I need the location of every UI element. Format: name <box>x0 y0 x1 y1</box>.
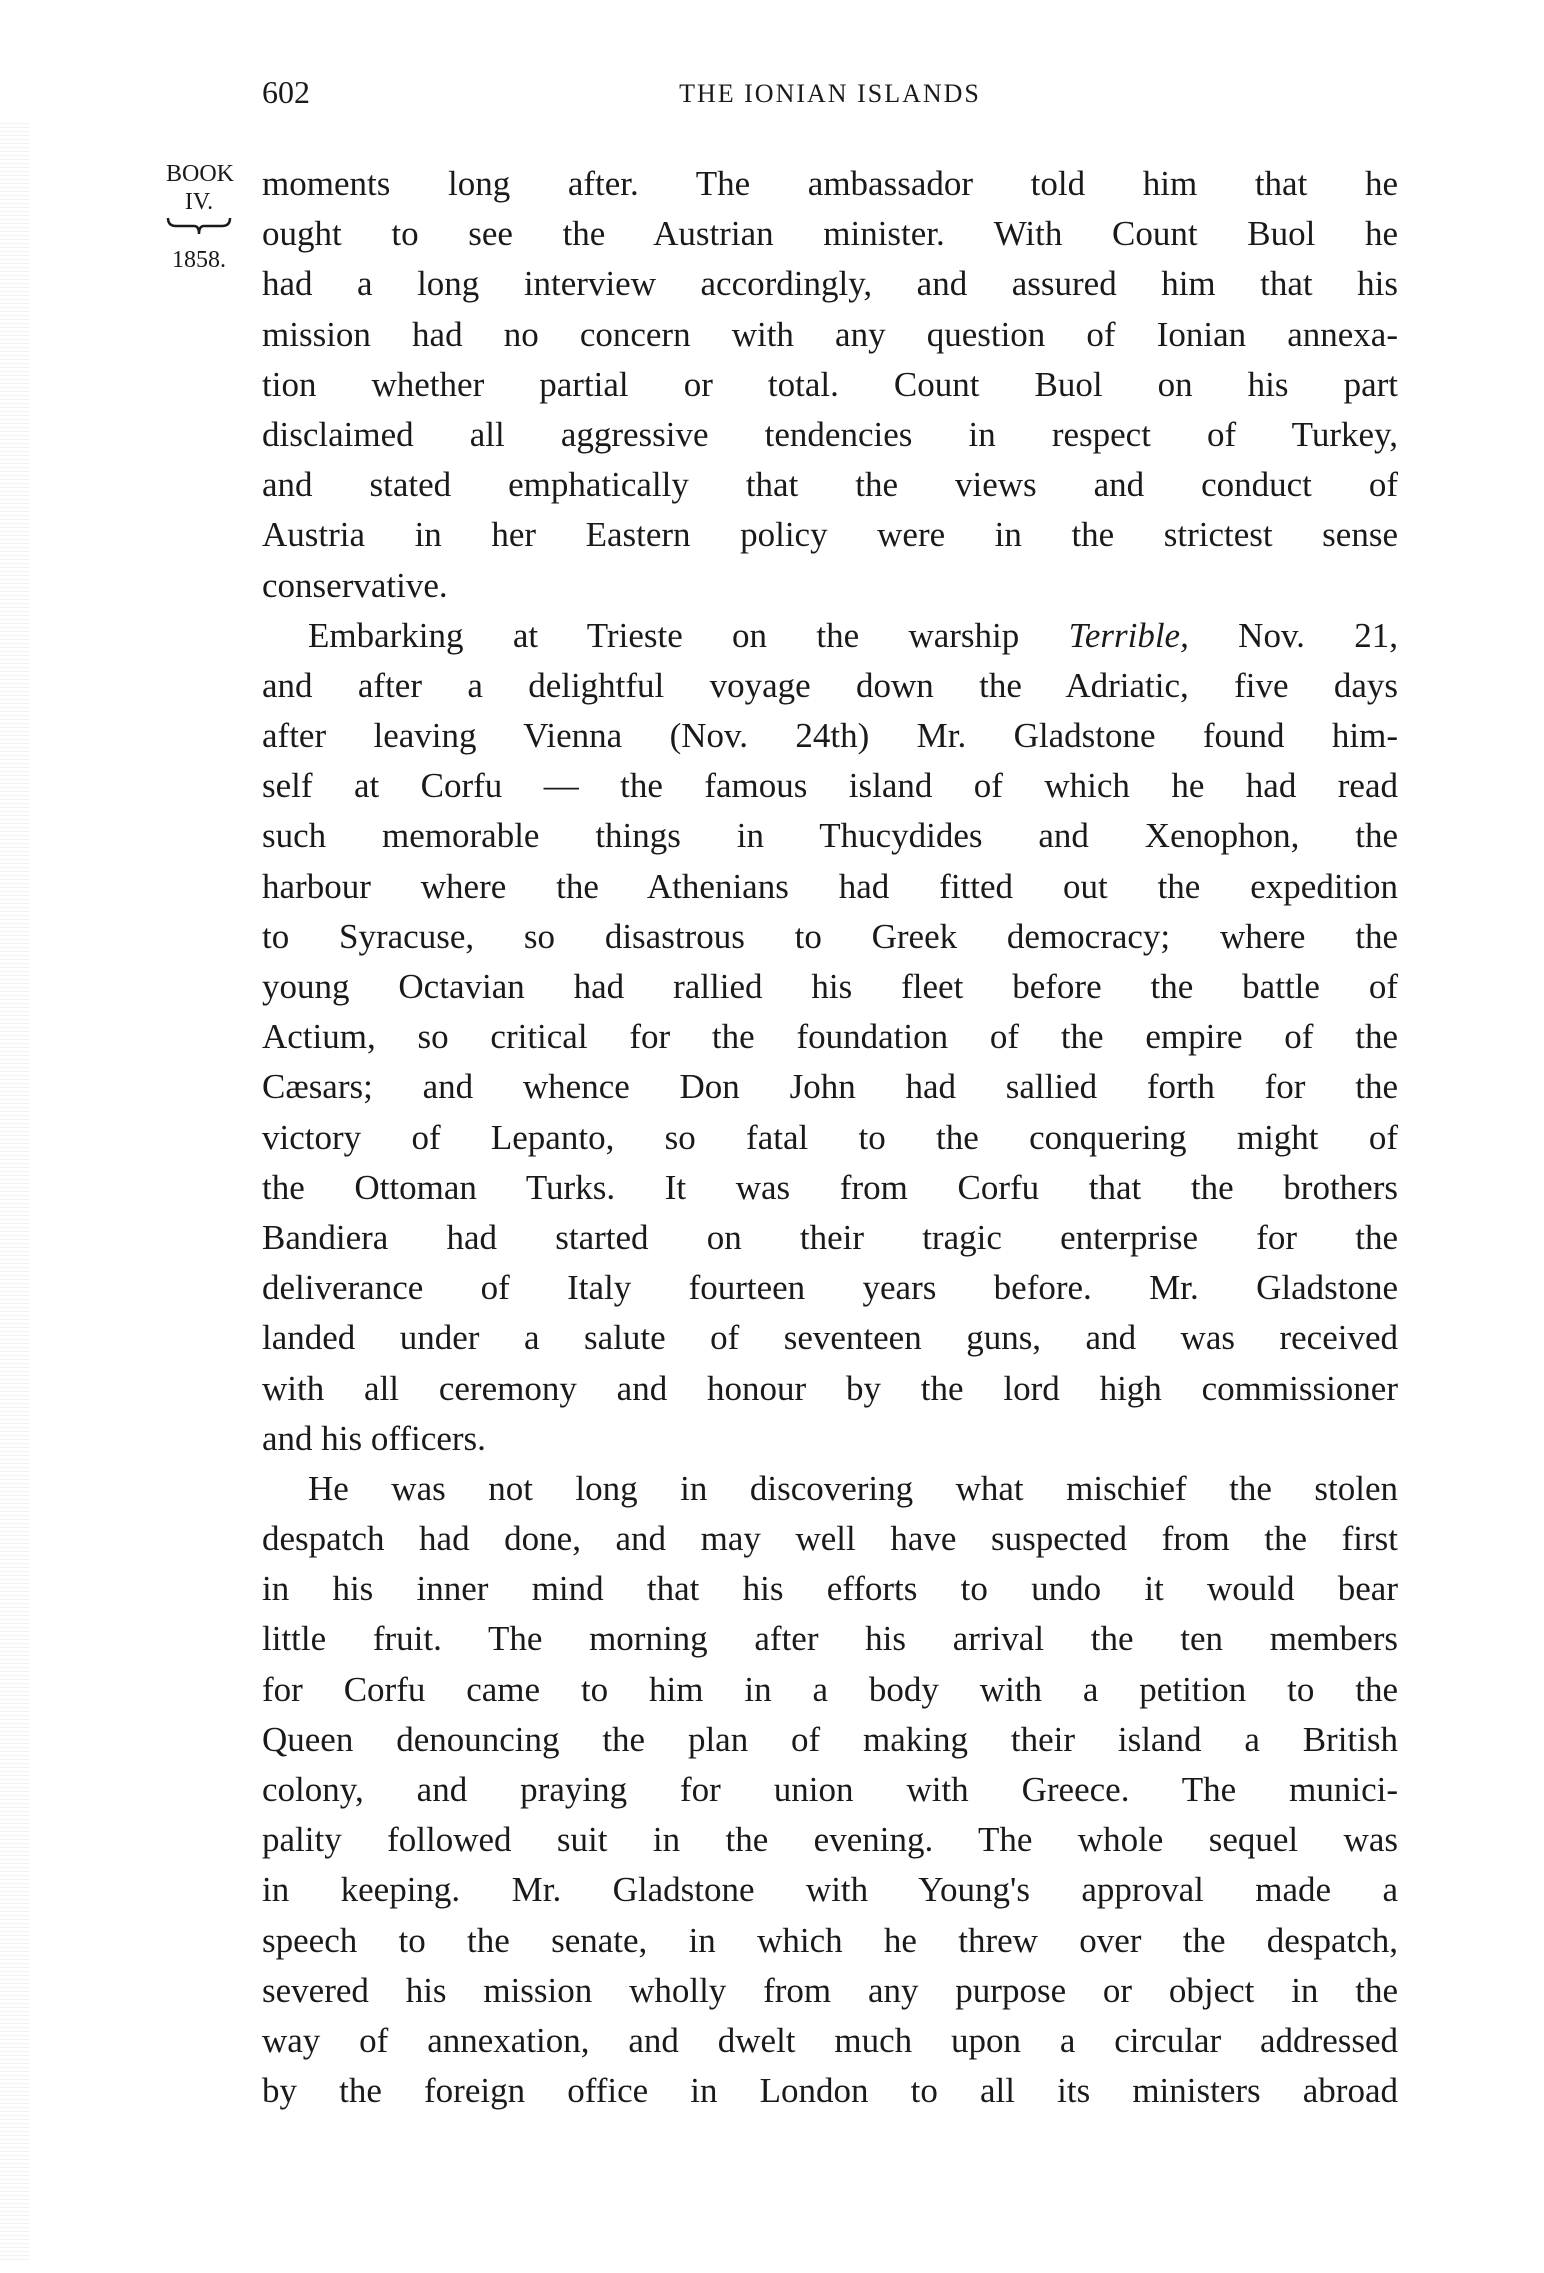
text-line-content: conservative. <box>262 565 448 605</box>
text-line <box>262 1263 1398 1313</box>
text-line <box>262 460 1398 510</box>
text-line <box>262 862 1398 912</box>
text-line <box>262 1313 1398 1363</box>
scan-edge-noise <box>0 120 30 2260</box>
text-line-content: little fruit. The morning after his arrival the ten members <box>262 1619 1398 1659</box>
text-line-content: Queen denouncing the plan of making their island a British <box>262 1719 1398 1759</box>
text-line-content: Austria in her Eastern policy were in the strictest sense <box>262 515 1398 555</box>
text-segment: Embarking at Trieste on the warship <box>308 615 1069 655</box>
text-line-content: victory of Lepanto, so fatal to the conquering might of <box>262 1117 1398 1157</box>
text-line <box>262 1865 1398 1915</box>
text-line-content: disclaimed all aggressive tendencies in respect of Turkey, <box>262 414 1398 454</box>
text-line-content: self at Corfu — the famous island of which he had read <box>262 766 1398 806</box>
text-line-content: in his inner mind that his efforts to undo it would bear <box>262 1569 1398 1609</box>
text-line-content: deliverance of Italy fourteen years before. Mr. Gladstone <box>262 1268 1398 1308</box>
text-line <box>262 410 1398 460</box>
text-line <box>262 711 1398 761</box>
text-line-content: ought to see the Austrian minister. With Count Buol he <box>262 214 1398 254</box>
paragraph <box>262 611 1398 1464</box>
text-line <box>262 1765 1398 1815</box>
text-line-content: by the foreign office in London to all its ministers abroad <box>262 2071 1398 2111</box>
text-line-content: mission had no concern with any question of Ionian annexa- <box>262 314 1398 354</box>
brace-icon <box>166 218 232 238</box>
text-line-content: speech to the senate, in which he threw over the despatch, <box>262 1920 1398 1960</box>
text-line <box>262 661 1398 711</box>
text-line <box>262 1364 1398 1414</box>
text-line <box>262 1213 1398 1263</box>
text-line-content: had a long interview accordingly, and assured him that his <box>262 264 1398 304</box>
text-line <box>262 1113 1398 1163</box>
ship-name: Terrible, <box>1068 615 1189 655</box>
page-number: 602 <box>262 74 310 110</box>
text-line-content: with all ceremony and honour by the lord high commissioner <box>262 1368 1398 1408</box>
text-line <box>262 1012 1398 1062</box>
text-line <box>262 159 1398 209</box>
text-line <box>262 259 1398 309</box>
text-segment: Nov. 21, <box>1188 615 1398 655</box>
text-line-content: the Ottoman Turks. It was from Corfu that the brothers <box>262 1167 1398 1207</box>
text-line <box>262 2066 1398 2116</box>
text-line-content: landed under a salute of seventeen guns, and was received <box>262 1318 1398 1358</box>
text-line <box>262 1715 1398 1765</box>
text-line <box>262 209 1398 259</box>
text-line <box>262 611 1398 661</box>
text-line-content: Actium, so critical for the foundation of the empire of the <box>262 1017 1398 1057</box>
text-line-content: and stated emphatically that the views and conduct of <box>262 465 1398 505</box>
text-line-content: and after a delightful voyage down the Adriatic, five days <box>262 665 1398 705</box>
text-line <box>262 962 1398 1012</box>
margin-book: BOOK <box>166 161 235 187</box>
text-line-content: in keeping. Mr. Gladstone with Young's approval made a <box>262 1870 1398 1910</box>
margin-volume: IV. <box>184 189 214 215</box>
text-line-content: pality followed suit in the evening. The whole sequel was <box>262 1820 1398 1860</box>
text-line <box>262 510 1398 560</box>
text-line <box>262 1916 1398 1966</box>
text-line-content: and his officers. <box>262 1418 486 1458</box>
text-line <box>262 1614 1398 1664</box>
text-line <box>262 1414 1398 1464</box>
text-line <box>262 1966 1398 2016</box>
text-line-content: harbour where the Athenians had fitted out the expedition <box>262 866 1398 906</box>
text-line-content: He was not long in discovering what mischief the stolen <box>308 1468 1398 1508</box>
text-line <box>262 1514 1398 1564</box>
text-line <box>262 912 1398 962</box>
margin-note <box>166 160 235 274</box>
paragraph <box>262 159 1398 611</box>
text-line-content: tion whether partial or total. Count Buol on his part <box>262 364 1398 404</box>
running-header <box>262 74 1398 118</box>
text-line-content: way of annexation, and dwelt much upon a circular addressed <box>262 2020 1398 2060</box>
text-line-content: for Corfu came to him in a body with a petition to the <box>262 1669 1398 1709</box>
text-line <box>262 561 1398 611</box>
running-title: THE IONIAN ISLANDS <box>679 79 981 108</box>
text-line <box>262 1163 1398 1213</box>
text-line <box>262 1815 1398 1865</box>
text-line-content: colony, and praying for union with Greece. The munici- <box>262 1770 1398 1809</box>
text-line-content: young Octavian had rallied his fleet before the battle of <box>262 967 1398 1006</box>
text-line <box>262 1564 1398 1614</box>
text-line-content: to Syracuse, so disastrous to Greek democracy; where the <box>262 916 1398 956</box>
margin-year: 1858. <box>172 247 226 273</box>
text-line <box>262 1665 1398 1715</box>
text-line <box>262 811 1398 861</box>
text-line <box>262 1464 1398 1514</box>
text-line <box>262 1062 1398 1112</box>
text-line <box>262 310 1398 360</box>
paragraph <box>262 1464 1398 2116</box>
text-line-content: such memorable things in Thucydides and Xenophon, the <box>262 816 1398 856</box>
text-line <box>262 360 1398 410</box>
body-text <box>262 159 1398 2116</box>
text-line <box>262 2016 1398 2066</box>
text-line-content: severed his mission wholly from any purpose or object in the <box>262 1970 1398 2010</box>
text-line-content: after leaving Vienna (Nov. 24th) Mr. Gladstone found him- <box>262 716 1398 756</box>
text-line <box>262 761 1398 811</box>
text-line-content: moments long after. The ambassador told him that he <box>262 164 1398 203</box>
text-line-content: despatch had done, and may well have suspected from the first <box>262 1519 1398 1559</box>
text-line-content: Bandiera had started on their tragic enterprise for the <box>262 1217 1398 1257</box>
text-line-content: Cæsars; and whence Don John had sallied forth for the <box>262 1067 1398 1107</box>
